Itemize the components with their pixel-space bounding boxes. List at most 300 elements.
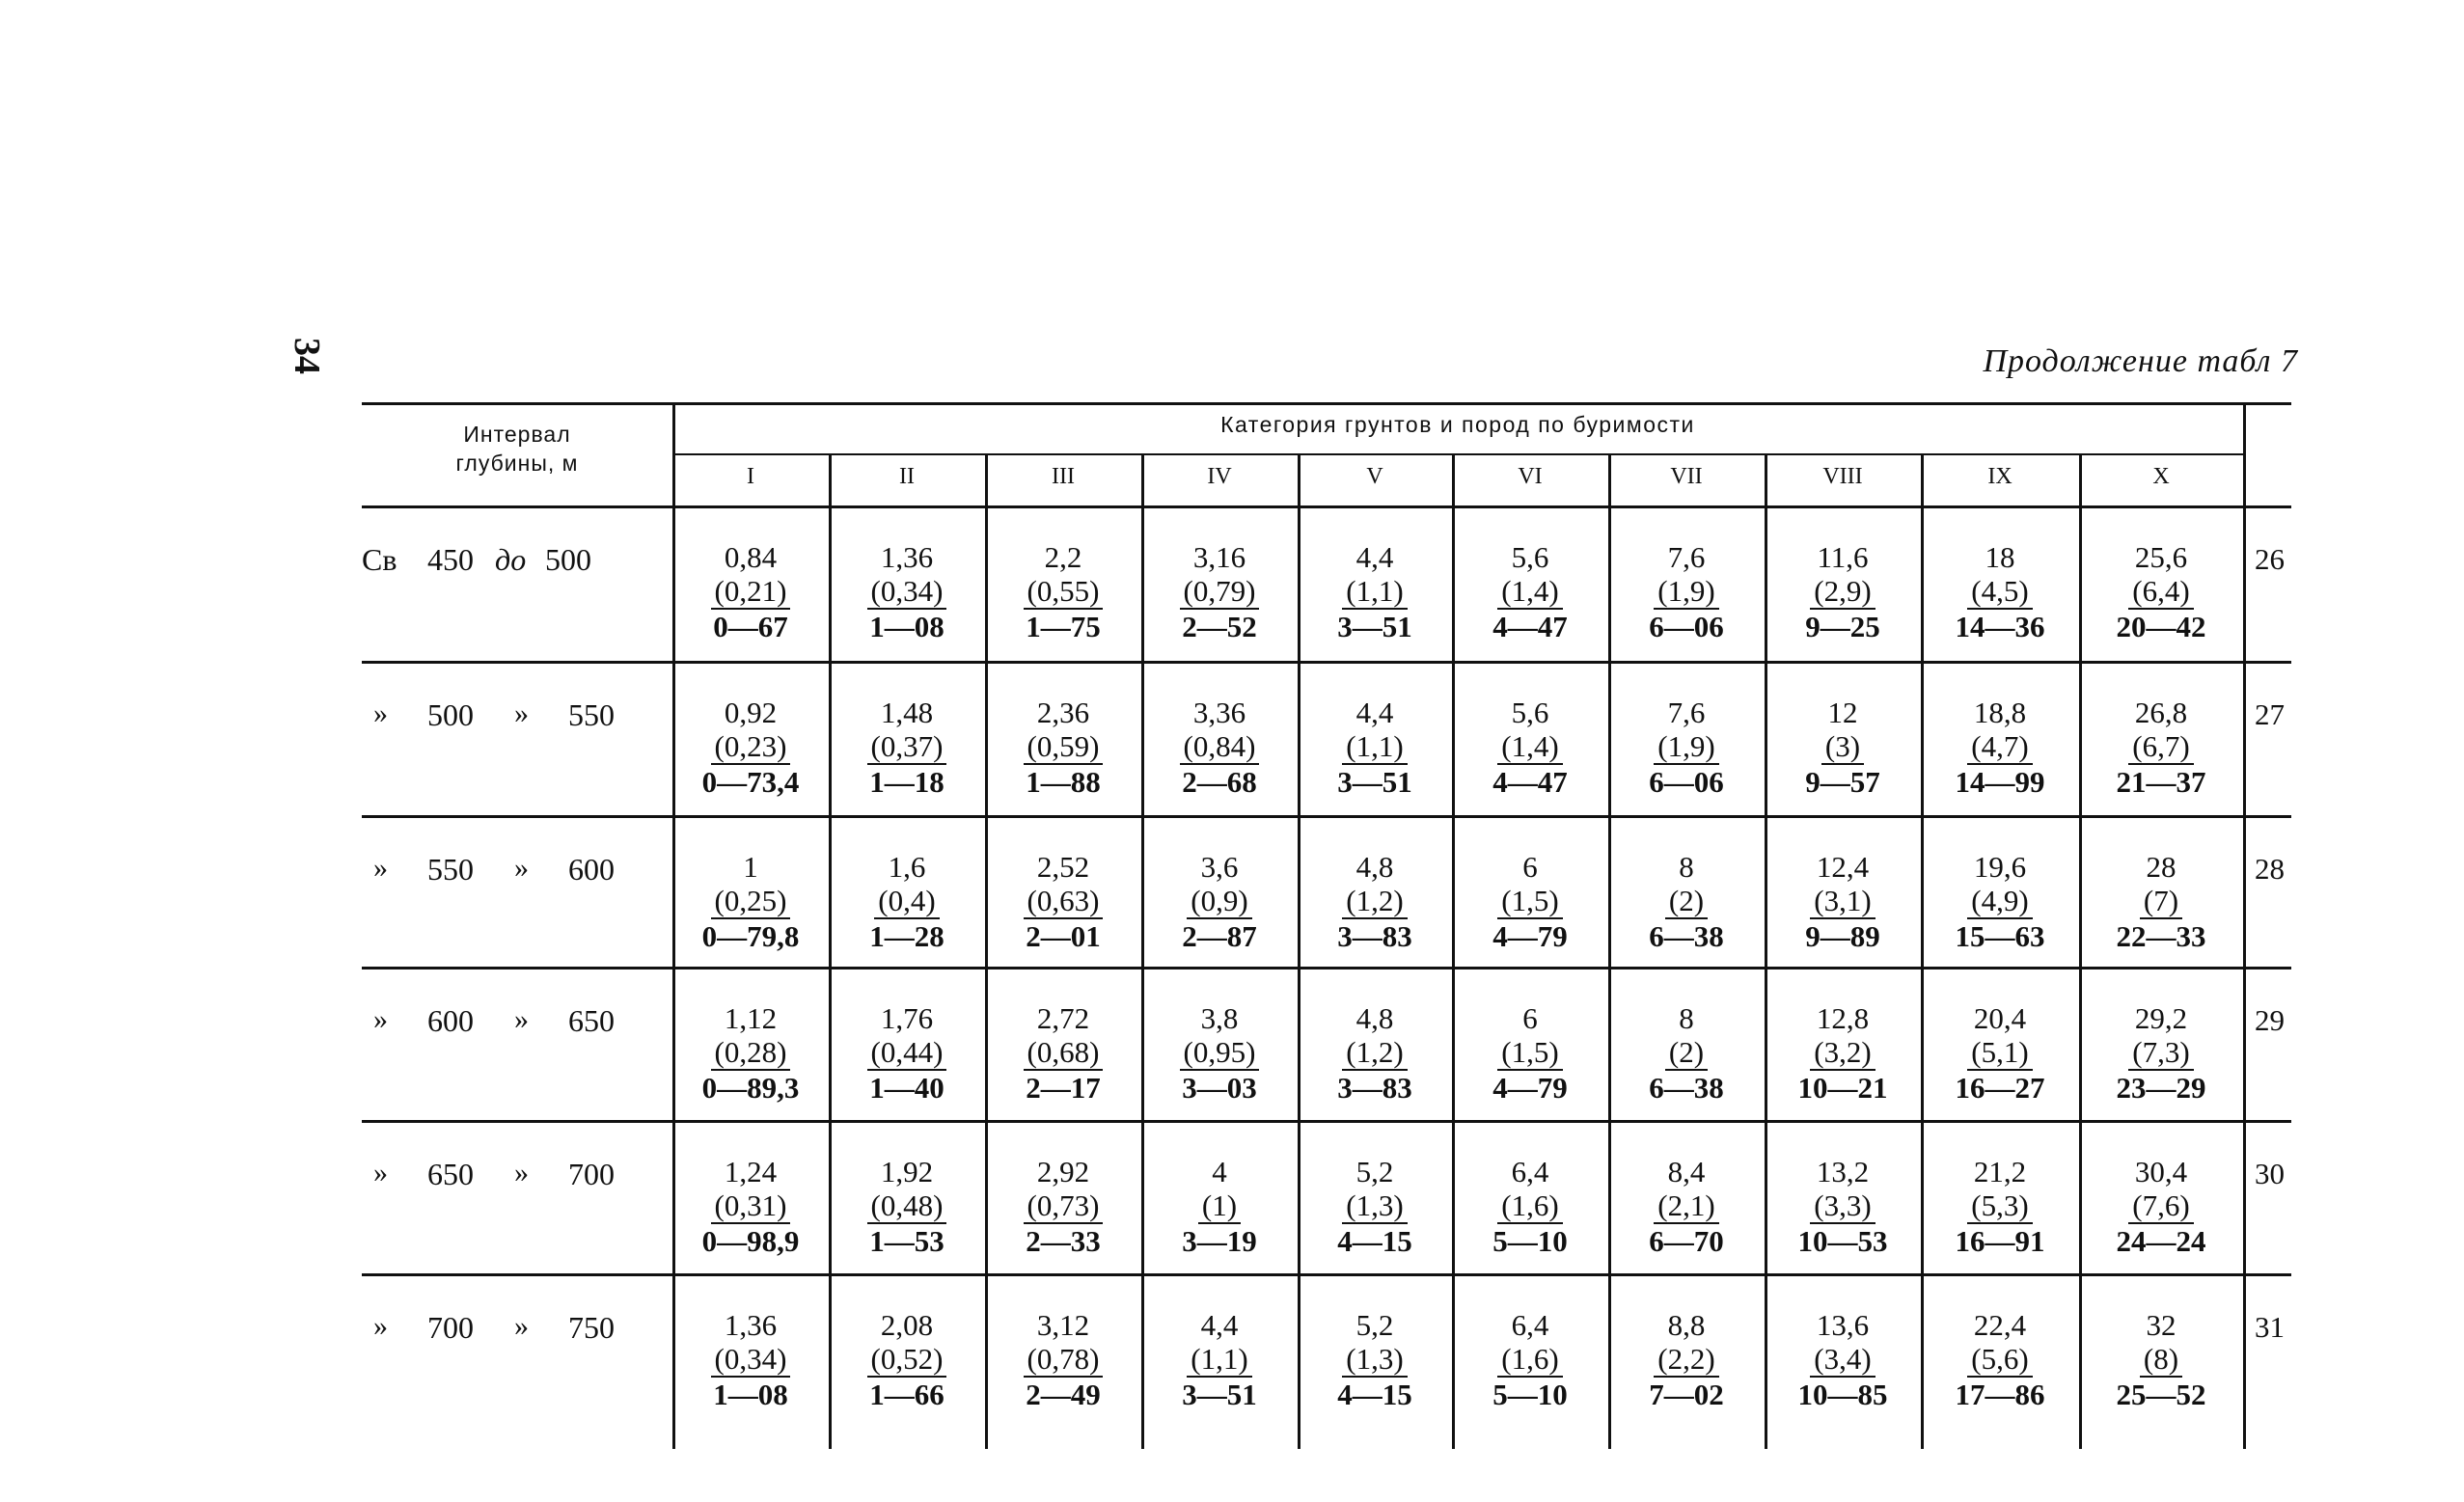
table-cell [1765, 1155, 1921, 1258]
cell-value-wrap [1921, 729, 2079, 765]
cell-value-price: 1—66 [869, 1378, 945, 1411]
table-cell [2079, 850, 2243, 953]
table-cell [1921, 850, 2079, 953]
interval-to: 650 [568, 1003, 615, 1038]
cell-value-wrap [1452, 1378, 1608, 1411]
cell-value-main: 4,4 [1355, 696, 1394, 729]
cell-value-wrap [1921, 610, 2079, 643]
interval-prefix: » [373, 852, 388, 884]
cell-value-price: 9—57 [1805, 765, 1880, 799]
cell-value-main: 2,52 [1036, 850, 1090, 884]
cell-value-wrap [1141, 765, 1298, 799]
cell-value-price: 10—85 [1797, 1378, 1888, 1411]
cell-value-wrap [1141, 884, 1298, 919]
table-cell [2079, 1308, 2243, 1411]
interval-from: 550 [427, 852, 474, 887]
cell-value-wrap [2079, 1224, 2243, 1258]
cell-value-price: 10—21 [1797, 1071, 1888, 1105]
cell-value-price: 3—83 [1337, 1071, 1412, 1105]
interval-from: 700 [427, 1310, 474, 1345]
table-cell [829, 850, 985, 953]
cell-value-wrap [2079, 1378, 2243, 1411]
table-cell [829, 1155, 985, 1258]
cell-value-wrap [1608, 574, 1765, 610]
table-cell [1298, 1308, 1452, 1411]
interval-prefix: » [373, 1310, 388, 1342]
cell-value-wrap [829, 1035, 985, 1071]
cell-value-price: 2—68 [1182, 765, 1257, 799]
cell-value-wrap [1452, 1188, 1608, 1224]
interval-prefix: » [373, 1003, 388, 1035]
interval-from: 500 [427, 697, 474, 732]
cell-value-wrap [1765, 610, 1921, 643]
cell-value-wrap [985, 1342, 1141, 1378]
table-cell [2079, 696, 2243, 799]
cell-value-wrap [1298, 765, 1452, 799]
cell-value-main: 1,12 [724, 1001, 778, 1035]
cell-value-price: 4—47 [1492, 610, 1568, 643]
interval-to: 750 [568, 1310, 615, 1345]
cell-value-wrap [1765, 1342, 1921, 1378]
interval-from: 450 [427, 542, 474, 577]
column-header-3: III [1052, 464, 1075, 489]
cell-value-wrap [2079, 1071, 2243, 1105]
column-header-5: V [1366, 464, 1383, 489]
table-cell [985, 1001, 1141, 1105]
cell-value-main: 1,36 [880, 540, 934, 574]
cell-value-paren: (1,5) [1497, 1035, 1562, 1071]
table-cell [672, 850, 829, 953]
cell-value-wrap [1765, 1224, 1921, 1258]
cell-value-paren: (0,21) [711, 574, 791, 610]
row-rule [362, 1120, 2291, 1123]
table-cell [985, 850, 1141, 953]
cell-value-price: 17—86 [1955, 1378, 2045, 1411]
cell-value-main: 12,8 [1816, 1001, 1870, 1035]
table-cell [1298, 1001, 1452, 1105]
cell-value-paren: (0,95) [1180, 1035, 1260, 1071]
table-cell [672, 1308, 829, 1411]
cell-value-paren: (5,6) [1967, 1342, 2032, 1378]
cell-value-price: 1—53 [869, 1224, 945, 1258]
table-cell [672, 1001, 829, 1105]
interval-mid: до [495, 542, 527, 577]
header-bottom-rule [362, 505, 2291, 508]
cell-value-main: 4,8 [1355, 1001, 1394, 1035]
cell-value-main: 7,6 [1667, 696, 1706, 729]
interval-from: 650 [427, 1157, 474, 1191]
column-header-9: IX [1987, 464, 2012, 489]
cell-value-paren: (1) [1198, 1188, 1241, 1224]
cell-value-paren: (0,34) [711, 1342, 791, 1378]
cell-value-main: 13,6 [1816, 1308, 1870, 1342]
cell-value-main: 5,6 [1511, 540, 1549, 574]
cell-value-price: 16—27 [1955, 1071, 2045, 1105]
cell-value-wrap [672, 610, 829, 643]
cell-value-wrap [1765, 765, 1921, 799]
cell-value-wrap [1141, 1378, 1298, 1411]
cell-value-price: 0—67 [713, 610, 788, 643]
cell-value-price: 0—79,8 [701, 919, 800, 953]
cell-value-wrap [1298, 574, 1452, 610]
cell-value-wrap [985, 610, 1141, 643]
cell-value-wrap [2079, 574, 2243, 610]
table-cell [1452, 850, 1608, 953]
cell-value-wrap [1921, 884, 2079, 919]
cell-value-wrap [1298, 884, 1452, 919]
cell-value-main: 2,2 [1044, 540, 1082, 574]
cell-value-main: 2,92 [1036, 1155, 1090, 1188]
cell-value-wrap [672, 729, 829, 765]
cell-value-paren: (4,5) [1967, 574, 2032, 610]
cell-value-price: 1—08 [713, 1378, 788, 1411]
cell-value-paren: (3) [1821, 729, 1864, 765]
cell-value-main: 29,2 [2134, 1001, 2188, 1035]
cell-value-paren: (5,3) [1967, 1188, 2032, 1224]
table-cell [1298, 540, 1452, 643]
table-cell [672, 540, 829, 643]
cell-value-wrap [1765, 574, 1921, 610]
cell-value-wrap [1141, 610, 1298, 643]
cell-value-paren: (0,78) [1024, 1342, 1104, 1378]
cell-value-wrap [1921, 919, 2079, 953]
cell-value-wrap [829, 1188, 985, 1224]
table-cell [1452, 540, 1608, 643]
cell-value-wrap [829, 1342, 985, 1378]
cell-value-wrap [829, 919, 985, 953]
cell-value-price: 2—33 [1026, 1224, 1101, 1258]
cell-value-wrap [1921, 1342, 2079, 1378]
cell-value-price: 7—02 [1649, 1378, 1724, 1411]
cell-value-price: 25—52 [2116, 1378, 2206, 1411]
interval-to: 550 [568, 697, 615, 732]
cell-value-wrap [1298, 1035, 1452, 1071]
cell-value-wrap [1608, 1035, 1765, 1071]
cell-value-main: 3,12 [1036, 1308, 1090, 1342]
cell-value-paren: (1,9) [1654, 574, 1718, 610]
cell-value-wrap [1608, 919, 1765, 953]
cell-value-wrap [1921, 1035, 2079, 1071]
category-rule [672, 453, 2243, 455]
cell-value-price: 2—52 [1182, 610, 1257, 643]
cell-value-main: 0,92 [724, 696, 778, 729]
table-cell [1921, 1155, 2079, 1258]
cell-value-price: 4—15 [1337, 1378, 1412, 1411]
cell-value-price: 1—88 [1026, 765, 1101, 799]
cell-value-wrap [1452, 1035, 1608, 1071]
cell-value-main: 1,92 [880, 1155, 934, 1188]
column-header-2: II [899, 464, 915, 489]
cell-value-main: 4,8 [1355, 850, 1394, 884]
cell-value-paren: (1,3) [1342, 1342, 1407, 1378]
column-header-6: VI [1518, 464, 1543, 489]
cell-value-wrap [1298, 919, 1452, 953]
cell-value-price: 15—63 [1955, 919, 2045, 953]
cell-value-paren: (1,4) [1497, 729, 1562, 765]
table-cell [672, 696, 829, 799]
cell-value-paren: (7,6) [2128, 1188, 2193, 1224]
cell-value-main: 5,2 [1355, 1155, 1394, 1188]
cell-value-paren: (0,73) [1024, 1188, 1104, 1224]
cell-value-wrap [985, 574, 1141, 610]
cell-value-main: 5,2 [1355, 1308, 1394, 1342]
cell-value-paren: (0,79) [1180, 574, 1260, 610]
cell-value-main: 8 [1679, 1001, 1694, 1035]
cell-value-wrap [672, 919, 829, 953]
cell-value-price: 5—10 [1492, 1378, 1568, 1411]
cell-value-wrap [1765, 1035, 1921, 1071]
cell-value-wrap [829, 729, 985, 765]
cell-value-wrap [985, 1071, 1141, 1105]
cell-value-main: 7,6 [1667, 540, 1706, 574]
interval-to: 500 [545, 542, 591, 577]
cell-value-wrap [1452, 610, 1608, 643]
cell-value-wrap [1298, 1224, 1452, 1258]
cell-value-wrap [1141, 919, 1298, 953]
table-cell [1298, 850, 1452, 953]
cell-value-paren: (4,7) [1967, 729, 2032, 765]
cell-value-wrap [1608, 1071, 1765, 1105]
cell-value-paren: (1,1) [1187, 1342, 1251, 1378]
cell-value-price: 23—29 [2116, 1071, 2206, 1105]
interval-from: 600 [427, 1003, 474, 1038]
cell-value-price: 1—75 [1026, 610, 1101, 643]
table-cell [1921, 696, 2079, 799]
table-cell [829, 696, 985, 799]
cell-value-paren: (8) [2140, 1342, 2182, 1378]
cell-value-price: 1—40 [869, 1071, 945, 1105]
cell-value-price: 2—01 [1026, 919, 1101, 953]
cell-value-main: 3,6 [1200, 850, 1239, 884]
interval-prefix: » [373, 697, 388, 729]
cell-value-wrap [672, 1342, 829, 1378]
table-cell [985, 540, 1141, 643]
column-header-1: I [747, 464, 754, 489]
cell-value-wrap [2079, 1188, 2243, 1224]
cell-value-price: 9—25 [1805, 610, 1880, 643]
cell-value-paren: (0,68) [1024, 1035, 1104, 1071]
cell-value-main: 0,84 [724, 540, 778, 574]
interval-mid: » [514, 852, 529, 884]
cell-value-wrap [985, 919, 1141, 953]
cell-value-main: 1 [743, 850, 758, 884]
cell-value-paren: (1,1) [1342, 729, 1407, 765]
cell-value-paren: (1,4) [1497, 574, 1562, 610]
cell-value-price: 24—24 [2116, 1224, 2206, 1258]
cell-value-wrap [1141, 574, 1298, 610]
cell-value-wrap [1921, 765, 2079, 799]
cell-value-wrap [1921, 1188, 2079, 1224]
table-cell [1452, 696, 1608, 799]
cell-value-wrap [1452, 884, 1608, 919]
cell-value-main: 1,48 [880, 696, 934, 729]
cell-value-price: 1—08 [869, 610, 945, 643]
cell-value-wrap [829, 1071, 985, 1105]
cell-value-main: 2,36 [1036, 696, 1090, 729]
cell-value-paren: (1,6) [1497, 1342, 1562, 1378]
cell-value-wrap [829, 1378, 985, 1411]
cell-value-paren: (0,52) [867, 1342, 947, 1378]
interval-mid: » [514, 1157, 529, 1188]
cell-value-paren: (1,5) [1497, 884, 1562, 919]
cell-value-wrap [1298, 1071, 1452, 1105]
cell-value-wrap [1452, 765, 1608, 799]
cell-value-main: 26,8 [2134, 696, 2188, 729]
cell-value-paren: (4,9) [1967, 884, 2032, 919]
cell-value-wrap [1921, 1224, 2079, 1258]
cell-value-main: 28 [2146, 850, 2177, 884]
table-cell [1608, 1155, 1765, 1258]
cell-value-wrap [1765, 884, 1921, 919]
data-table [362, 402, 2291, 1449]
table-cell [1452, 1308, 1608, 1411]
cell-value-wrap [1765, 1188, 1921, 1224]
cell-value-wrap [672, 1378, 829, 1411]
cell-value-main: 22,4 [1973, 1308, 2027, 1342]
cell-value-wrap [1921, 1071, 2079, 1105]
cell-value-main: 13,2 [1816, 1155, 1870, 1188]
cell-value-price: 3—51 [1337, 610, 1412, 643]
cell-value-main: 3,8 [1200, 1001, 1239, 1035]
cell-value-price: 3—51 [1182, 1378, 1257, 1411]
table-cell [1141, 696, 1298, 799]
table-cell [2079, 540, 2243, 643]
cell-value-paren: (7,3) [2128, 1035, 2193, 1071]
row-rule [362, 815, 2291, 818]
cell-value-price: 0—73,4 [701, 765, 800, 799]
cell-value-main: 2,72 [1036, 1001, 1090, 1035]
cell-value-main: 6,4 [1511, 1155, 1549, 1188]
category-header: Категория грунтов и пород по буримости [1220, 412, 1695, 437]
cell-value-paren: (1,2) [1342, 884, 1407, 919]
cell-value-main: 8,8 [1667, 1308, 1706, 1342]
cell-value-wrap [1452, 1071, 1608, 1105]
interval-prefix: Св [362, 542, 397, 577]
cell-value-wrap [1608, 1342, 1765, 1378]
cell-value-paren: (2,1) [1654, 1188, 1718, 1224]
cell-value-wrap [1608, 1224, 1765, 1258]
cell-value-wrap [672, 1071, 829, 1105]
cell-value-wrap [1452, 1342, 1608, 1378]
cell-value-wrap [1452, 919, 1608, 953]
table-cell [1608, 850, 1765, 953]
cell-value-main: 25,6 [2134, 540, 2188, 574]
table-cell [1765, 1001, 1921, 1105]
cell-value-wrap [1452, 1224, 1608, 1258]
interval-mid: » [514, 697, 529, 729]
cell-value-main: 4 [1212, 1155, 1227, 1188]
cell-value-main: 1,76 [880, 1001, 934, 1035]
cell-value-main: 3,36 [1192, 696, 1246, 729]
table-cell [829, 1308, 985, 1411]
cell-value-wrap [1765, 1378, 1921, 1411]
cell-value-price: 0—98,9 [701, 1224, 800, 1258]
cell-value-main: 6 [1522, 850, 1538, 884]
cell-value-wrap [672, 765, 829, 799]
table-cell [1141, 540, 1298, 643]
cell-value-paren: (1,6) [1497, 1188, 1562, 1224]
row-number: 28 [2255, 852, 2285, 886]
cell-value-wrap [2079, 765, 2243, 799]
cell-value-wrap [1608, 1378, 1765, 1411]
row-number: 27 [2255, 697, 2285, 731]
cell-value-price: 6—38 [1649, 919, 1724, 953]
cell-value-paren: (0,4) [874, 884, 939, 919]
cell-value-main: 20,4 [1973, 1001, 2027, 1035]
cell-value-price: 3—83 [1337, 919, 1412, 953]
cell-value-wrap [1608, 729, 1765, 765]
table-cell [1921, 540, 2079, 643]
cell-value-price: 6—38 [1649, 1071, 1724, 1105]
cell-value-paren: (0,55) [1024, 574, 1104, 610]
row-number: 30 [2255, 1157, 2285, 1190]
cell-value-wrap [985, 1035, 1141, 1071]
cell-value-price: 3—19 [1182, 1224, 1257, 1258]
cell-value-wrap [672, 1188, 829, 1224]
cell-value-main: 4,4 [1200, 1308, 1239, 1342]
cell-value-paren: (3,4) [1810, 1342, 1875, 1378]
table-cell [1298, 1155, 1452, 1258]
cell-value-price: 1—28 [869, 919, 945, 953]
table-cell [1141, 1308, 1298, 1411]
cell-value-paren: (2,9) [1810, 574, 1875, 610]
cell-value-paren: (0,44) [867, 1035, 947, 1071]
cell-value-wrap [2079, 919, 2243, 953]
table-cell [1921, 1308, 2079, 1411]
cell-value-paren: (5,1) [1967, 1035, 2032, 1071]
cell-value-paren: (0,31) [711, 1188, 791, 1224]
table-cell [1765, 696, 1921, 799]
cell-value-wrap [1298, 1342, 1452, 1378]
cell-value-wrap [672, 574, 829, 610]
cell-value-price: 6—06 [1649, 765, 1724, 799]
cell-value-paren: (3,1) [1810, 884, 1875, 919]
cell-value-paren: (1,9) [1654, 729, 1718, 765]
table-cell [1608, 696, 1765, 799]
table-cell [985, 696, 1141, 799]
cell-value-wrap [1298, 729, 1452, 765]
cell-value-main: 32 [2146, 1308, 2177, 1342]
table-cell [1765, 1308, 1921, 1411]
cell-value-paren: (0,28) [711, 1035, 791, 1071]
cell-value-paren: (7) [2140, 884, 2182, 919]
cell-value-main: 21,2 [1973, 1155, 2027, 1188]
cell-value-main: 18 [1985, 540, 2015, 574]
cell-value-main: 12,4 [1816, 850, 1870, 884]
column-header-8: VIII [1822, 464, 1863, 489]
cell-value-main: 8 [1679, 850, 1694, 884]
table-continuation-caption: Продолжение табл 7 [1983, 343, 2298, 379]
cell-value-price: 2—49 [1026, 1378, 1101, 1411]
cell-value-main: 1,6 [888, 850, 926, 884]
table-cell [1298, 696, 1452, 799]
cell-value-wrap [985, 1224, 1141, 1258]
cell-value-paren: (0,23) [711, 729, 791, 765]
cell-value-price: 14—36 [1955, 610, 2045, 643]
column-rule [2243, 402, 2246, 1449]
cell-value-paren: (3,2) [1810, 1035, 1875, 1071]
cell-value-wrap [985, 729, 1141, 765]
cell-value-price: 6—06 [1649, 610, 1724, 643]
cell-value-main: 11,6 [1817, 540, 1869, 574]
cell-value-wrap [2079, 884, 2243, 919]
cell-value-wrap [672, 884, 829, 919]
table-cell [1452, 1155, 1608, 1258]
cell-value-wrap [1608, 610, 1765, 643]
table-cell [2079, 1001, 2243, 1105]
row-rule [362, 661, 2291, 664]
cell-value-wrap [1765, 729, 1921, 765]
